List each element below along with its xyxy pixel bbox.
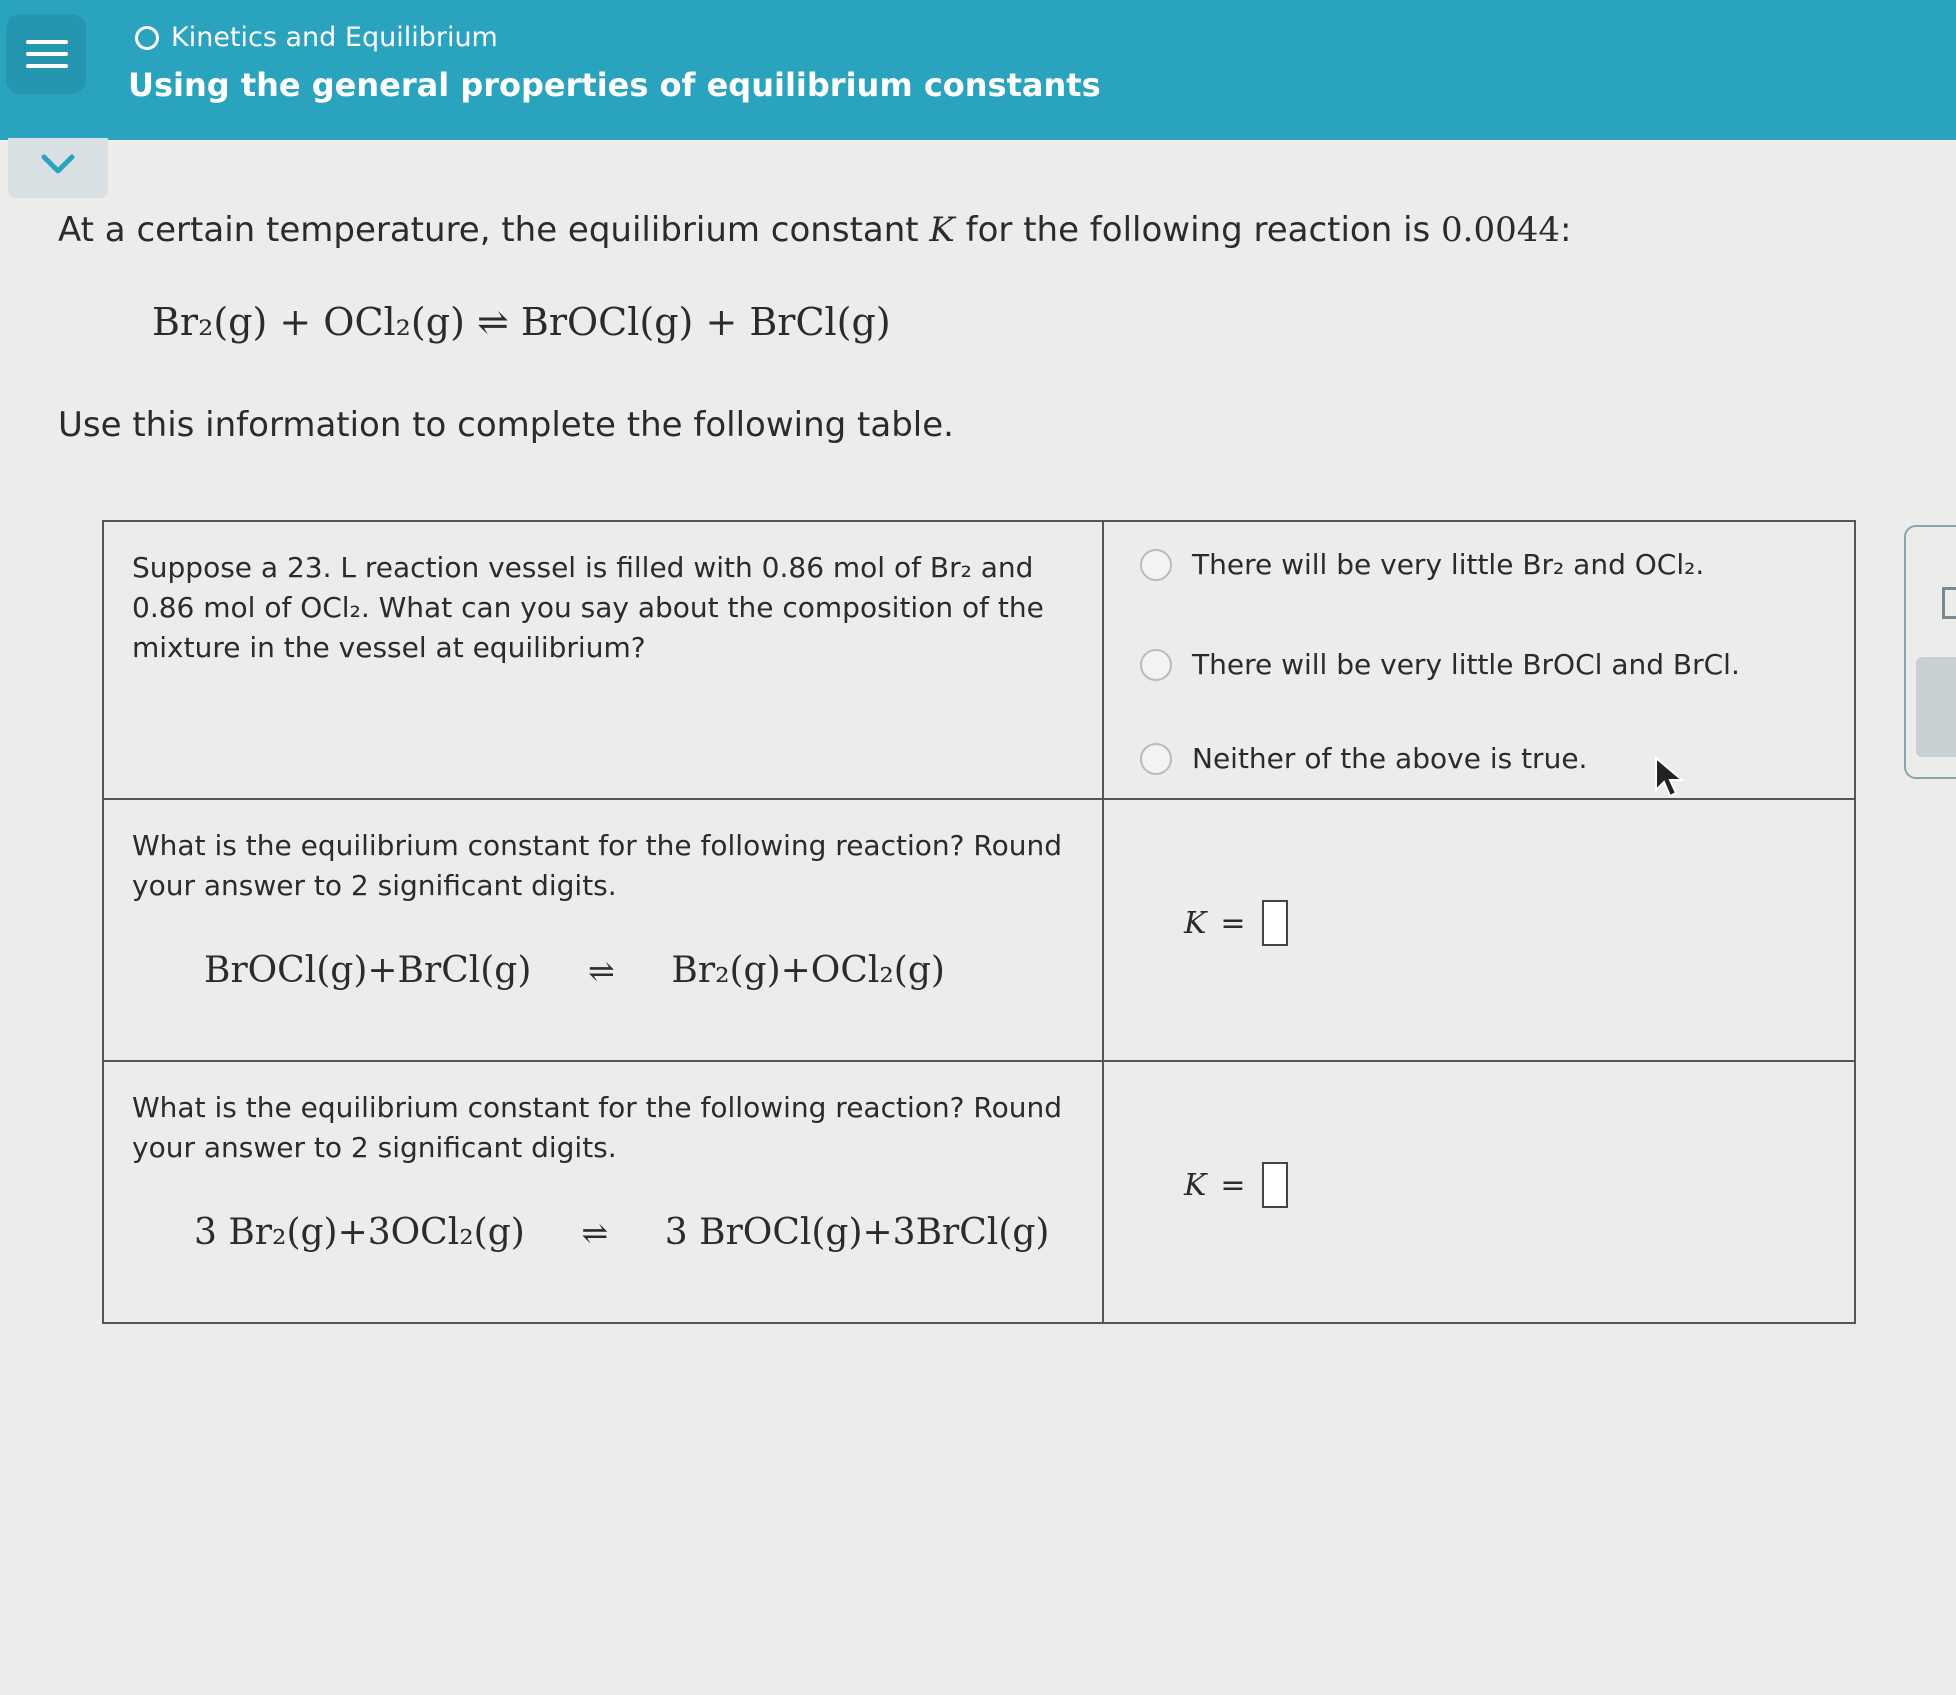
equation-left: Br₂(g) + OCl₂(g) — [152, 300, 465, 344]
equilibrium-arrow: ⇌ — [588, 952, 615, 990]
collapse-button[interactable] — [8, 138, 108, 198]
equilibrium-arrow: ⇌ — [476, 300, 509, 344]
answer-cell-1 — [1104, 522, 1854, 800]
equals-sign: = — [1220, 905, 1246, 941]
reaction-equation: BrOCl(g)+BrCl(g) ⇌ Br₂(g)+OCl₂(g) — [204, 950, 945, 991]
bracket-icon — [1942, 587, 1956, 619]
option-little-reactants[interactable]: There will be very little Br₂ and OCl₂. — [1140, 548, 1704, 581]
breadcrumb — [135, 22, 498, 53]
equals-sign: = — [1220, 1167, 1246, 1203]
radio-button[interactable] — [1140, 649, 1172, 681]
chevron-down-icon — [40, 152, 76, 176]
topic-ring-icon — [135, 26, 159, 50]
radio-button[interactable] — [1140, 743, 1172, 775]
equation-right: BrOCl(g) + BrCl(g) — [520, 300, 891, 344]
problem-intro: At a certain temperature, the equilibrium constant K for the following reaction is 0.0044: — [58, 210, 1572, 250]
side-panel-tab[interactable] — [1904, 525, 1956, 779]
breadcrumb-label: Kinetics and Equilibrium — [171, 22, 498, 53]
question-table — [102, 520, 1856, 1324]
k-label: K — [1184, 905, 1207, 941]
k-value: 0.0044 — [1441, 210, 1561, 250]
page-title: Using the general properties of equilibrium constants — [128, 66, 1101, 104]
question-text: What is the equilibrium constant for the following reaction? Round your answer to 2 significant digits. — [132, 1091, 1062, 1164]
k-answer-row — [1184, 1162, 1288, 1208]
reaction-equation: 3 Br₂(g)+3OCl₂(g) ⇌ 3 BrOCl(g)+3BrCl(g) — [194, 1212, 1050, 1253]
k-answer-input[interactable] — [1262, 1162, 1288, 1208]
question-cell-2 — [104, 800, 1104, 1062]
question-cell-1 — [104, 522, 1104, 800]
side-panel-handle[interactable] — [1916, 657, 1956, 757]
instruction-text: Use this information to complete the following table. — [58, 405, 954, 445]
main-equation — [152, 300, 891, 344]
radio-button[interactable] — [1140, 549, 1172, 581]
menu-button[interactable] — [6, 14, 86, 94]
menu-icon — [26, 40, 68, 44]
equilibrium-arrow: ⇌ — [581, 1214, 609, 1252]
question-text: What is the equilibrium constant for the following reaction? Round your answer to 2 significant digits. — [132, 829, 1062, 902]
option-little-products[interactable]: There will be very little BrOCl and BrCl. — [1140, 648, 1740, 681]
cursor-icon — [1652, 756, 1686, 800]
option-neither[interactable]: Neither of the above is true. — [1140, 742, 1587, 775]
k-answer-input[interactable] — [1262, 900, 1288, 946]
header-bar — [0, 0, 1956, 140]
k-answer-row — [1184, 900, 1288, 946]
question-cell-3 — [104, 1062, 1104, 1322]
k-label: K — [1184, 1167, 1207, 1203]
answer-cell-3 — [1104, 1062, 1854, 1322]
answer-cell-2 — [1104, 800, 1854, 1062]
k-symbol: K — [929, 210, 955, 250]
question-text: Suppose a 23. L reaction vessel is filled with 0.86 mol of Br₂ and 0.86 mol of OCl₂. What can you say about the composition of the mixture in the vessel at equilibrium? — [132, 551, 1044, 664]
